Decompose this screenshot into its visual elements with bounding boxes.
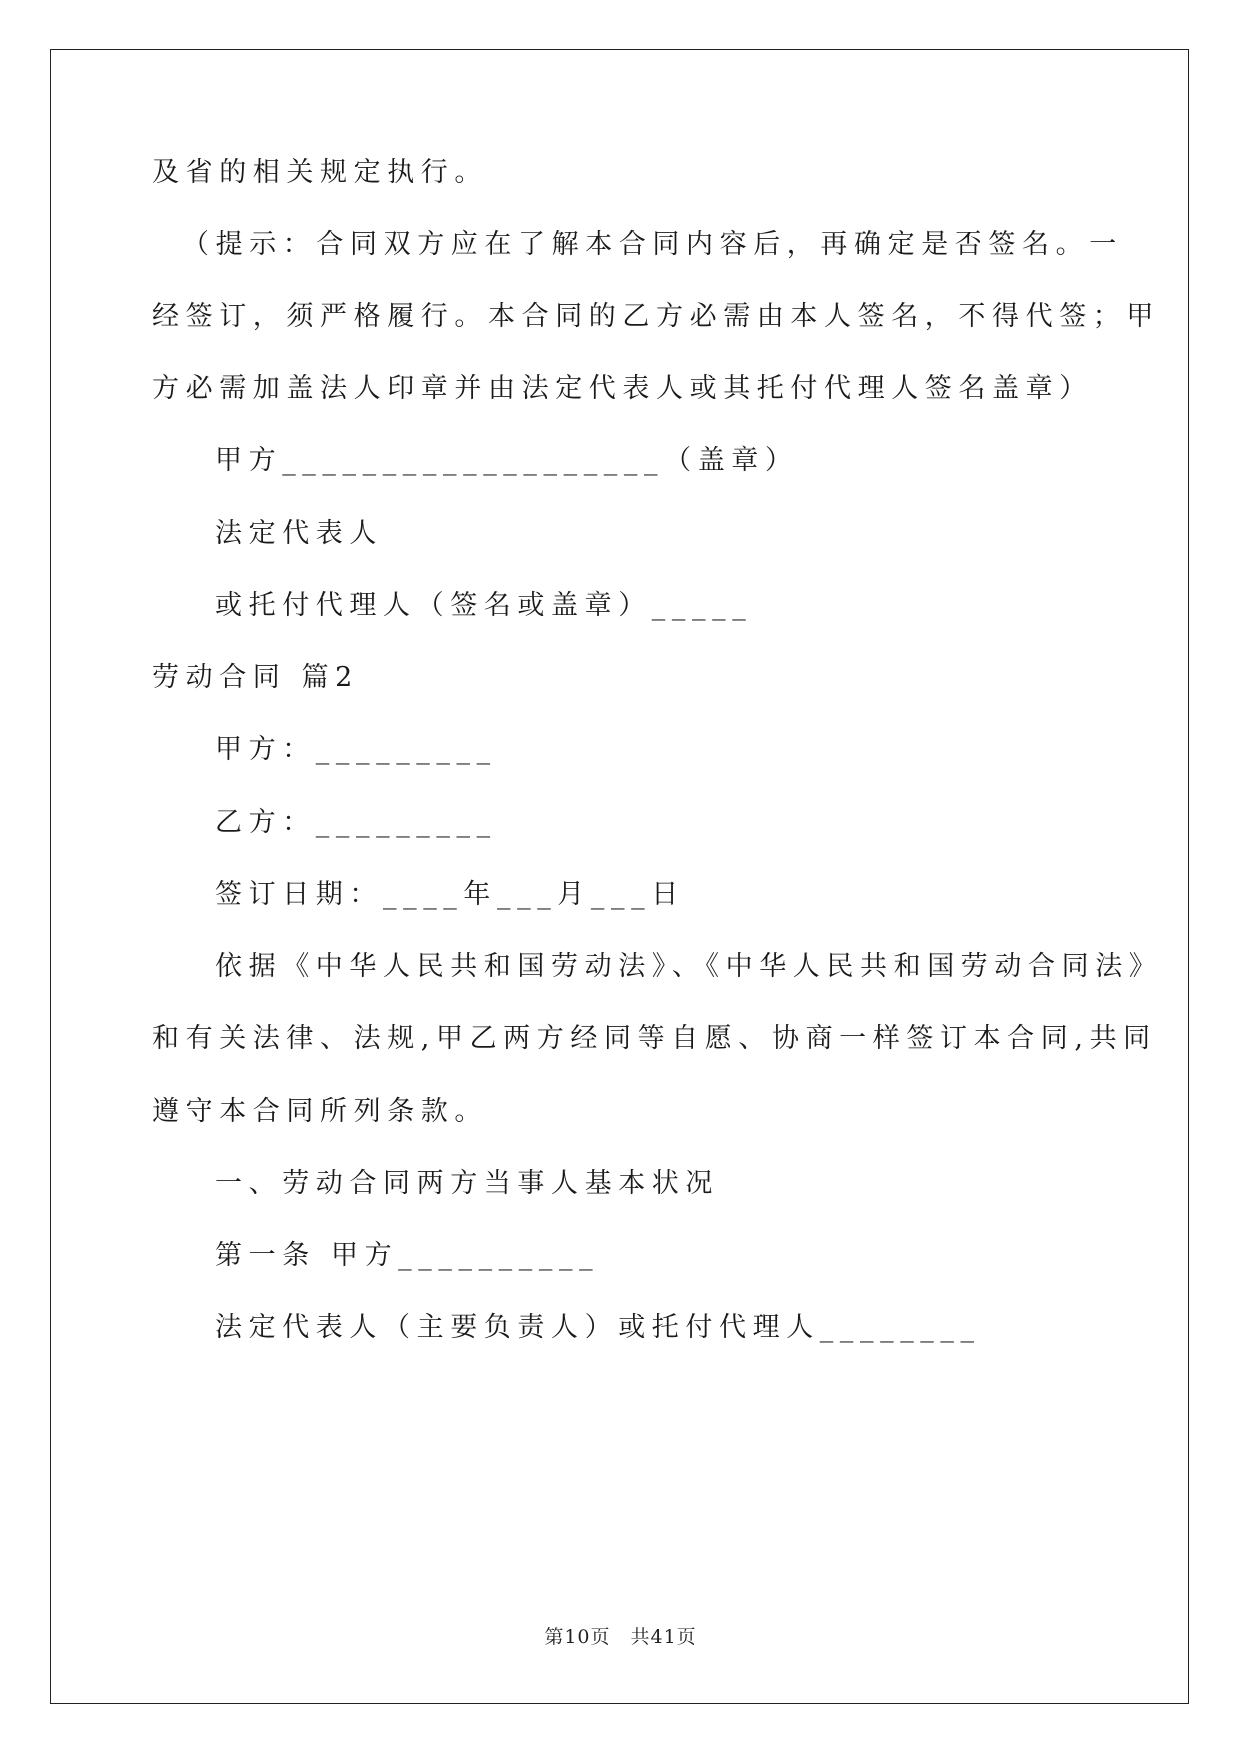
paragraph-line: 法定代表人 — [215, 518, 383, 549]
paragraph-line: （提示：合同双方应在了解本合同内容后，再确定是否签名。一 — [182, 229, 1123, 260]
paragraph-line: 经签订，须严格履行。本合同的乙方必需由本人签名，不得代签；甲 — [152, 301, 1160, 332]
party-b-field: 乙方：_________ — [215, 807, 497, 838]
section-heading: 劳动合同 篇2 — [152, 662, 359, 693]
paragraph-line: 和有关法律、法规,甲乙两方经同等自愿、协商一样签订本合同,共同 — [152, 1023, 1157, 1054]
paragraph-line: 及省的相关规定执行。 — [152, 157, 488, 188]
party-a-field: 甲方：_________ — [215, 734, 497, 765]
sign-date-field: 签订日期：____年___月___日 — [215, 879, 685, 910]
paragraph-line: 依据《中华人民共和国劳动法》、《中华人民共和国劳动合同法》 — [215, 951, 1163, 982]
representative-field: 法定代表人（主要负责人）或托付代理人________ — [215, 1312, 981, 1343]
page-number-footer: 第10页 共41页 — [544, 1626, 697, 1648]
article-line: 第一条 甲方__________ — [215, 1240, 600, 1271]
subsection-heading: 一、劳动合同两方当事人基本状况 — [215, 1168, 719, 1199]
signature-line-agent: 或托付代理人（签名或盖章）_____ — [215, 590, 753, 621]
paragraph-line: 遵守本合同所列条款。 — [152, 1096, 488, 1127]
signature-line-party-a: 甲方___________________（盖章） — [215, 445, 799, 476]
paragraph-line: 方必需加盖法人印章并由法定代表人或其托付代理人签名盖章） — [152, 373, 1093, 404]
